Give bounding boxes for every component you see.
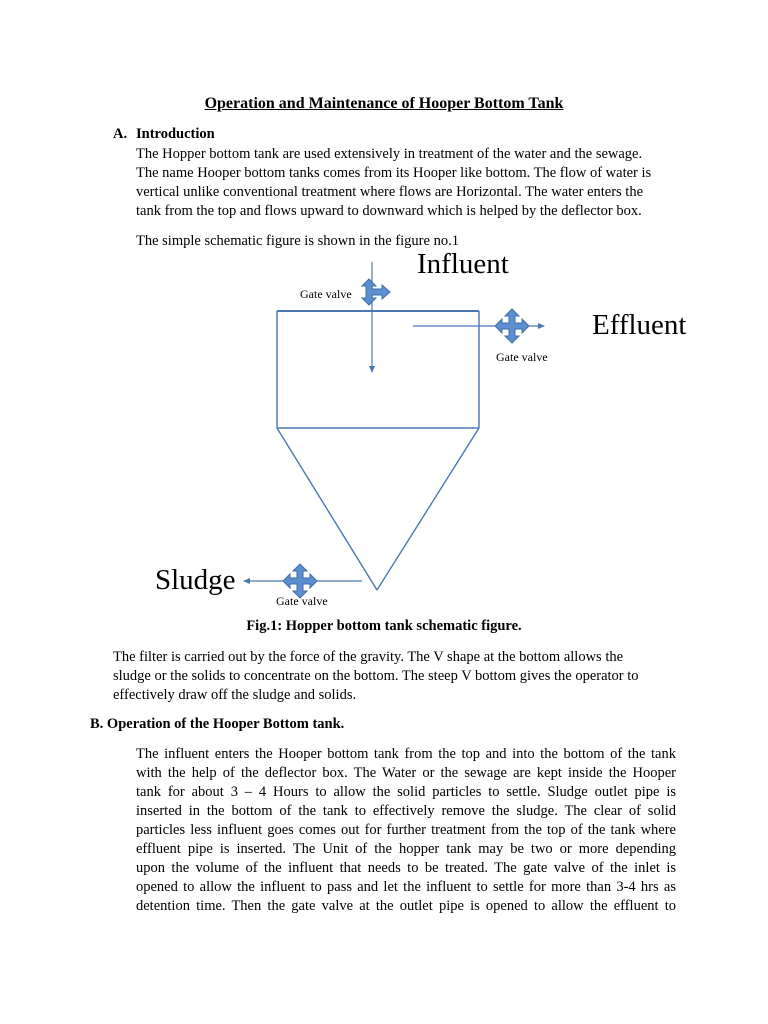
text-line: inserted in the bottom of the tank to effectively remove the sludge. The clear of solid <box>136 803 676 819</box>
section-b-heading: B. Operation of the Hooper Bottom tank. <box>90 716 345 732</box>
text-line: The name Hooper bottom tanks comes from its Hooper like bottom. The flow of water is <box>136 165 652 181</box>
section-b-body <box>136 745 676 916</box>
text-line: tank for about 3 – 4 Hours to allow the solid particles to settle. Sludge outlet pipe is <box>136 784 676 800</box>
post-figure-paragraph <box>113 648 673 705</box>
gate-valve-bottom-icon <box>283 564 317 598</box>
gate-valve-bottom-label: Gate valve <box>276 594 328 608</box>
text-line: effectively draw off the sludge and solids. <box>113 687 357 703</box>
text-line: detention time. Then the gate valve at the outlet pipe is opened to allow the effluent to <box>136 898 676 914</box>
influent-label: Influent <box>417 248 509 280</box>
section-a-marker: A. <box>113 126 128 142</box>
text-line: with the help of the deflector box. The Water or the sewage are kept inside the Hooper <box>136 765 676 781</box>
tank-body <box>277 311 479 428</box>
effluent-label: Effluent <box>592 309 687 341</box>
figure-intro: The simple schematic figure is shown in the figure no.1 <box>136 233 459 249</box>
gate-valve-top-label: Gate valve <box>300 287 352 301</box>
figure-caption: Fig.1: Hopper bottom tank schematic figure. <box>246 618 522 634</box>
gate-valve-right-icon <box>495 309 529 343</box>
text-line: The Hopper bottom tank are used extensively in treatment of the water and the sewage. <box>136 146 643 162</box>
text-line: particles less influent goes comes out for further treatment from the top of the tank where <box>136 822 676 838</box>
text-line: The influent enters the Hooper bottom tank from the top and into the bottom of the tank <box>136 746 676 762</box>
text-line: upon the volume of the influent that needs to be treated. The gate valve of the inlet is <box>136 860 676 876</box>
gate-valve-top-icon <box>362 279 390 305</box>
text-line: effluent pipe is inserted. The Unit of the hopper tank may be two or more depending <box>136 841 676 857</box>
page-title: Operation and Maintenance of Hooper Bottom Tank <box>204 95 564 112</box>
text-line: opened to allow the influent to pass and let the influent to settle for more than 3-4 hrs as <box>136 879 676 895</box>
hopper-cone <box>277 428 479 590</box>
text-line: vertical unlike conventional treatment where flows are Horizontal. The water enters the <box>136 184 644 200</box>
text-line: sludge or the solids to concentrate on the bottom. The steep V bottom gives the operator to <box>113 668 639 684</box>
gate-valve-right-label: Gate valve <box>496 350 548 364</box>
text-line: The filter is carried out by the force of the gravity. The V shape at the bottom allows the <box>113 649 624 665</box>
sludge-label: Sludge <box>155 564 236 596</box>
section-a-heading: Introduction <box>136 126 215 142</box>
text-line: tank from the top and flows upward to downward which is helped by the deflector box. <box>136 203 642 219</box>
